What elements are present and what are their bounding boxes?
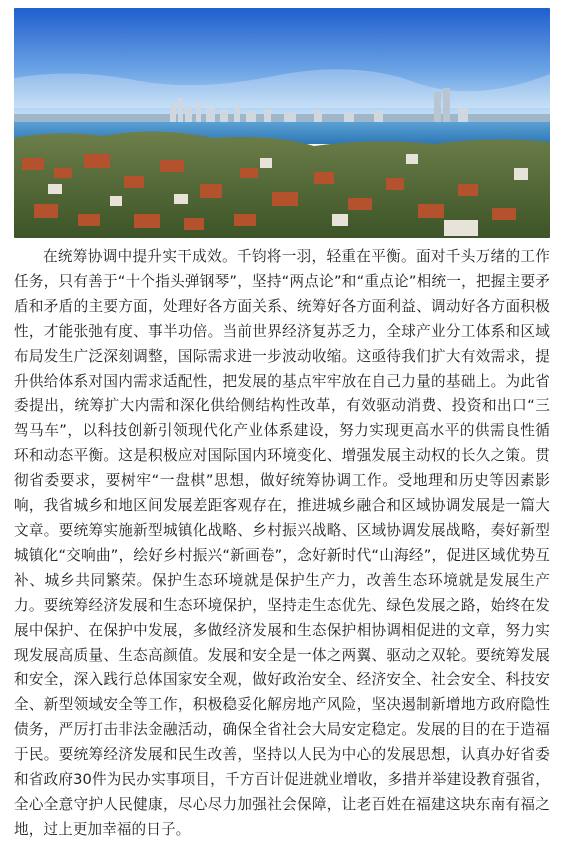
- city-panorama-image: [14, 8, 550, 238]
- header-photo-coastal-city: [14, 8, 550, 238]
- far-shore: [14, 114, 550, 122]
- article-body-paragraph: 在统筹协调中提升实干成效。千钧将一羽，轻重在平衡。面对千头万绪的工作任务，只有善于“十个指头弹钢琴”，坚持“两点论”和“重点论”相统一，把握主要矛盾和矛盾的主要方面，处理好各方面关系、统筹好各方面利益、调动好各方面积极性，才能张弛有度、事半功倍。当前世界经济复苏乏力，全球产业分工体系和区域布局发生广泛深刻调整，国际需求进一步波动收缩。这亟待我们扩大有效需求，提升供给体系对国内需求适配性，把发展的基点牢牢放在自己力量的基础上。为此省委提出，统筹扩大内需和深化供给侧结构性改革，有效驱动消费、投资和出口“三驾马车”，以科技创新引领现代化产业体系建设，努力实现更高水平的供需良性循环和动态平衡。这是积极应对国际国内环境变化、增强发展主动权的长久之策。贯彻省委要求，要树牢“一盘棋”思想，做好统筹协调工作。受地理和历史等因素影响，我省城乡和地区间发展差距客观存在，推进城乡融合和区域协调发展是一篇大文章。要统筹实施新型城镇化战略、乡村振兴战略、区域协调发展战略，奏好新型城镇化“交响曲”，绘好乡村振兴“新画卷”，念好新时代“山海经”，促进区域优势互补、城乡共同繁荣。保护生态环境就是保护生产力，改善生态环境就是发展生产力。要统筹经济发展和生态环境保护，坚持走生态优先、绿色发展之路，始终在发展中保护、在保护中发展，多做经济发展和生态保护相协调相促进的文章，努力实现发展高质量、生态高颜值。发展和安全是一体之两翼、驱动之双轮。要统筹发展和安全，深入践行总体国家安全观，做好政治安全、经济安全、社会安全、科技安全、新型领域安全等工作，积极稳妥化解房地产风险，坚决遏制新增地方政府隐性债务，严厉打击非法金融活动，确保全省社会大局安定稳定。发展的目的在于造福于民。要统筹经济发展和民生改善，坚持以人民为中心的发展思想，认真办好省委和省政府30件为民办实事项目，千方百计促进就业增收，多措并举建设教育强省，全心全意守护人民健康，尽心尽力加强社会保障，让老百姓在福建这块东南有福之地，过上更加幸福的日子。: [14, 248, 550, 838]
- sky: [14, 8, 550, 126]
